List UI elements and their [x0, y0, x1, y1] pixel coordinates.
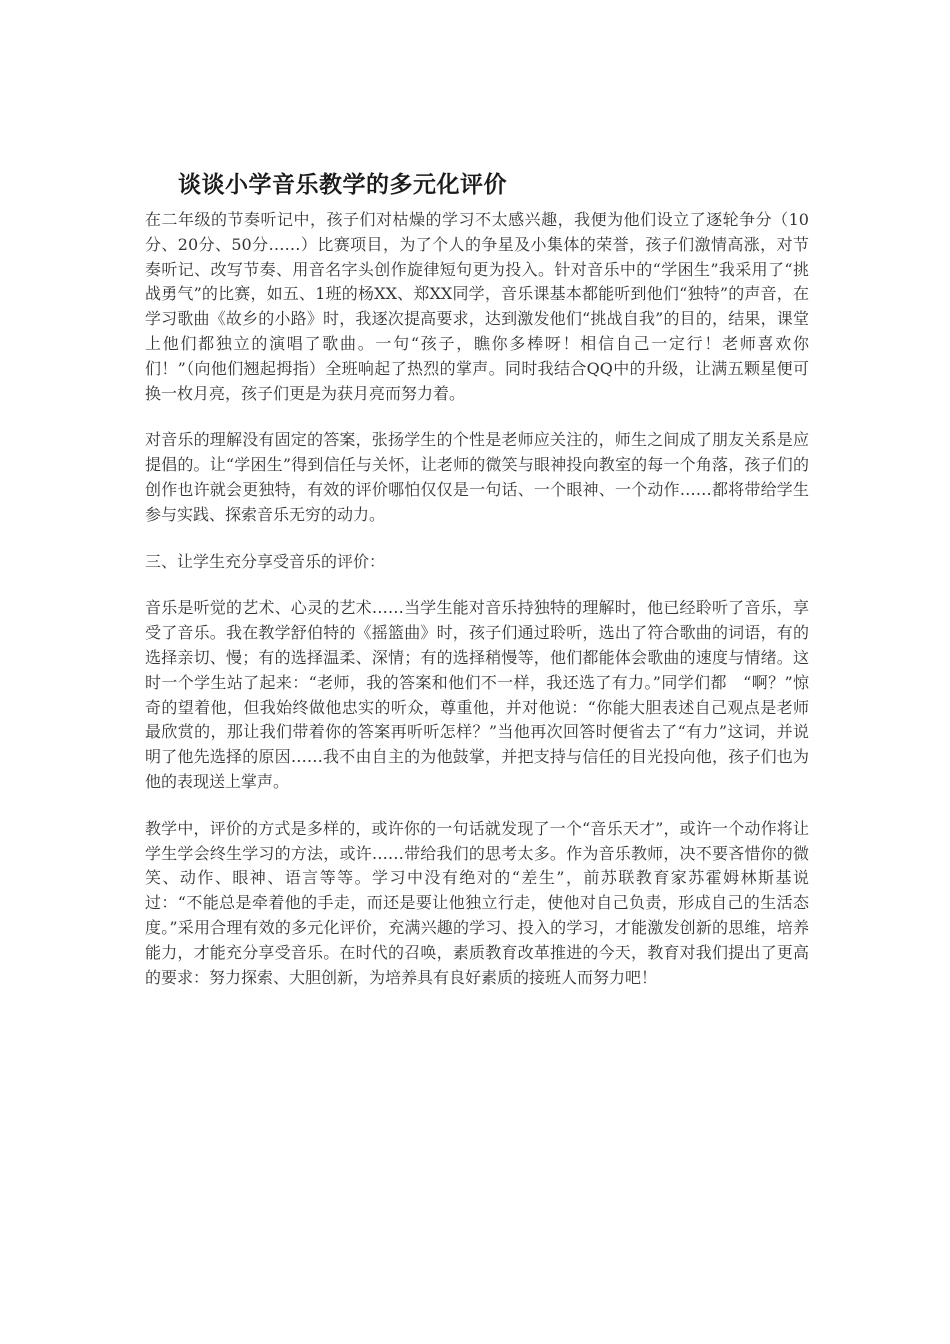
paragraph-understanding-music: 对音乐的理解没有固定的答案，张扬学生的个性是老师应关注的，师生之间成了朋友关系是应提倡的。让“学困生”得到信任与关怀，让老师的微笑与眼神投向教室的每一个角落，孩子们的创作也许就会更独特，有效的评价哪怕仅仅是一句话、一个眼神、一个动作……都将带给学生参与实践、探索音乐无穷的动力。	[145, 430, 809, 524]
document-title: 谈谈小学音乐教学的多元化评价	[178, 172, 507, 198]
paragraph-conclusion: 教学中，评价的方式是多样的，或许你的一句话就发现了一个“音乐天才”，或许一个动作将让学生学会终生学习的方法，或许……带给我们的思考太多。作为音乐教师，决不要吝惜你的微笑、动作、眼神、语言等等。学习中没有绝对的“差生”，前苏联教育家苏霍姆林斯基说过：“不能总是牵着他的手走，而还是要让他独立行走，使他对自己负责，形成自己的生活态度。”采用合理有效的多元化评价，充满兴趣的学习、投入的学习，才能激发创新的思维，培养能力，才能充分享受音乐。在时代的召唤，素质教育改革推进的今天，教育对我们提出了更高的要求：努力探索、大胆创新，为培养具有良好素质的接班人而努力吧！	[145, 818, 809, 987]
document-body	[145, 208, 809, 1012]
paragraph-rhythm-dictation: 在二年级的节奏听记中，孩子们对枯燥的学习不太感兴趣，我便为他们设立了逐轮争分（10分、20分、50分……）比赛项目，为了个人的争星及小集体的荣誉，孩子们激情高涨，对节奏听记、改写节奏、用音名字头创作旋律短句更为投入。针对音乐中的“学困生”我采用了“挑战勇气”的比赛，如五、1班的杨XX、郑XX同学，音乐课基本都能听到他们“独特”的声音，在学习歌曲《故乡的小路》时，我逐次提高要求，达到激发他们“挑战自我”的目的，结果，课堂上他们都独立的演唱了歌曲。一句“孩子，瞧你多棒呀！相信自己一定行！老师喜欢你们！”（向他们翘起拇指）全班响起了热烈的掌声。同时我结合QQ中的升级，让满五颗星便可换一枚月亮，孩子们更是为获月亮而努力着。	[145, 210, 809, 403]
section-heading-enjoy-music: 三、让学生充分享受音乐的评价：	[145, 551, 386, 571]
paragraph-lullaby-lesson: 音乐是听觉的艺术、心灵的艺术……当学生能对音乐持独特的理解时，他已经聆听了音乐，享受了音乐。我在教学舒伯特的《摇篮曲》时，孩子们通过聆听，选出了符合歌曲的词语，有的选择亲切、慢；有的选择温柔、深情；有的选择稍慢等，他们都能体会歌曲的速度与情绪。这时一个学生站了起来：“老师，我的答案和他们不一样，我还选了有力。”同学们都 “啊？”惊奇的望着他，但我始终做他忠实的听众，尊重他，并对他说：“你能大胆表述自己观点是老师最欣赏的，那让我们带着你的答案再听听怎样？”当他再次回答时便省去了“有力”这词，并说明了他先选择的原因……我不由自主的为他鼓掌，并把支持与信任的目光投向他，孩子们也为他的表现送上掌声。	[145, 598, 809, 791]
